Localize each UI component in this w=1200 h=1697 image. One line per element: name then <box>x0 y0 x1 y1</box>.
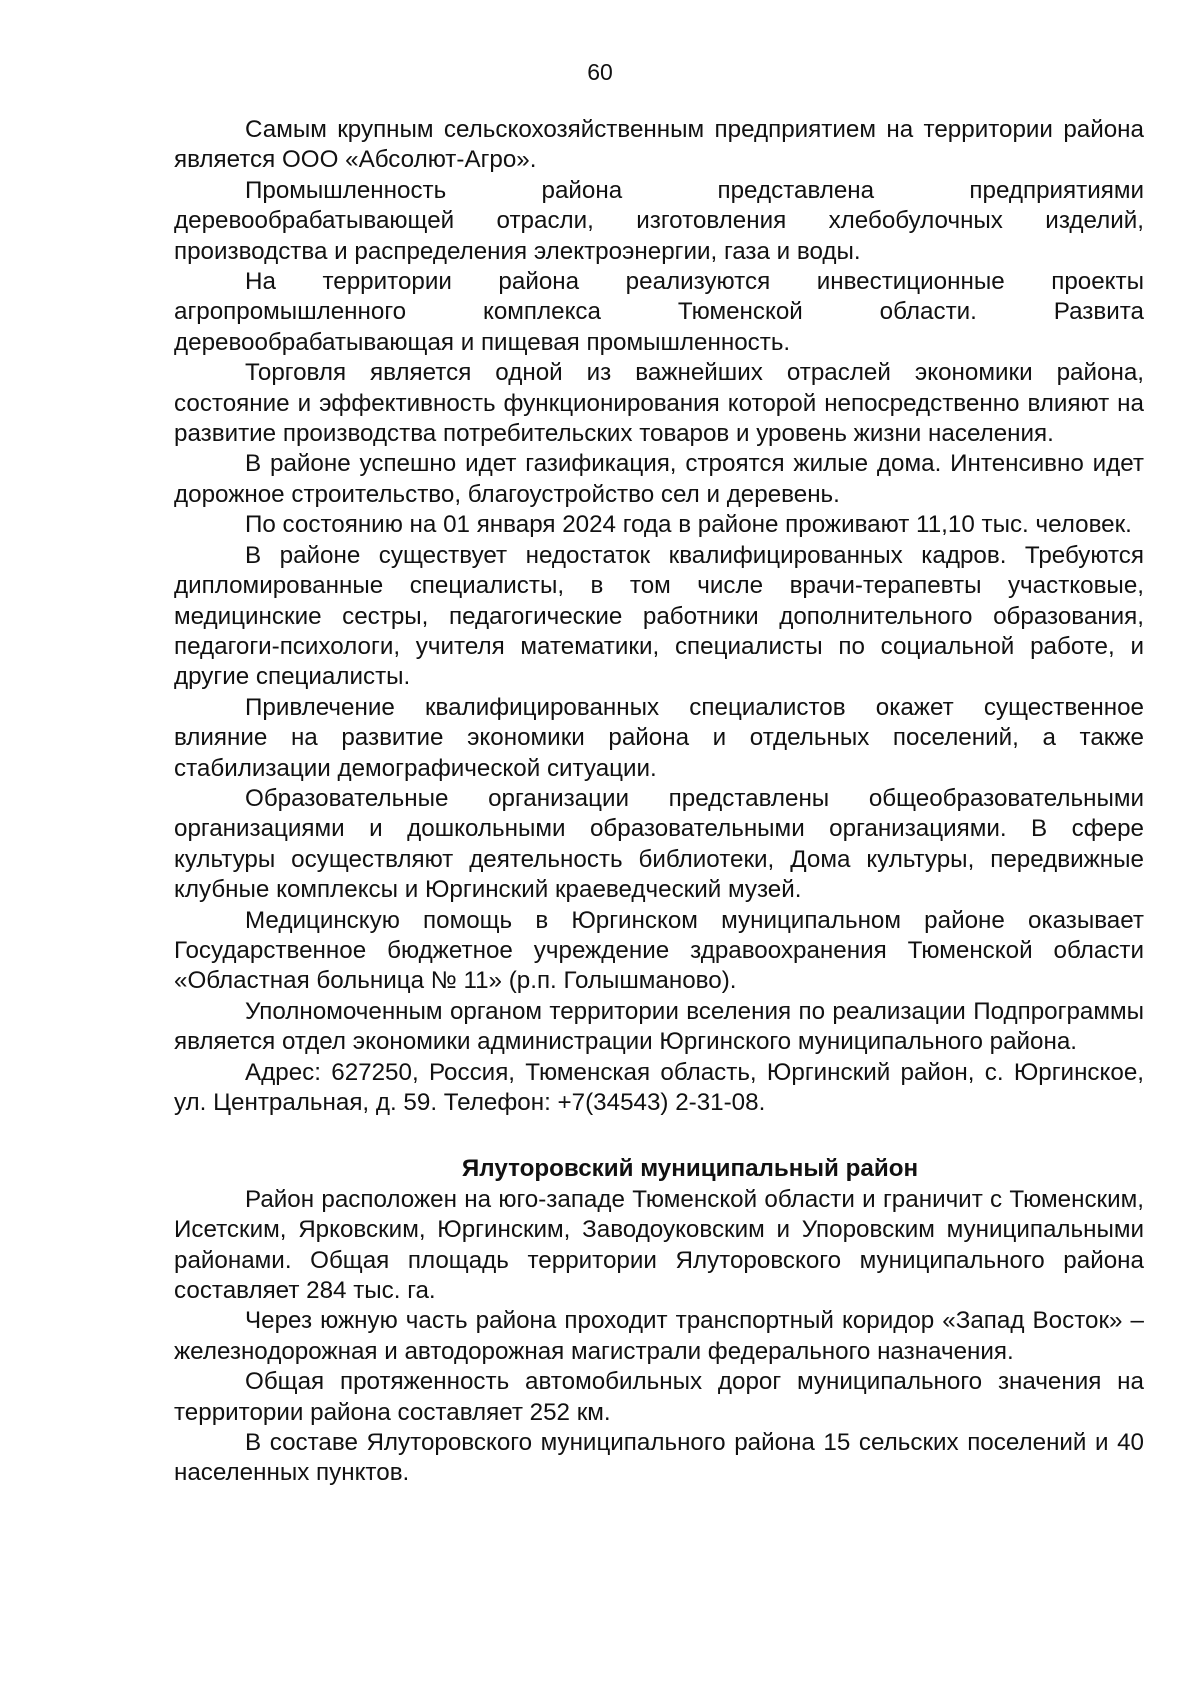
section-heading: Ялуторовский муниципальный район <box>461 1155 919 1183</box>
paragraph: Образовательные организации представлены общеобразовательными организациями и дошкольными образовательными организациями. В сфере культуры осуществляют деятельность библиотеки, Дома культуры, передвижные клубные комплексы и Юргинский краеведческий музей. <box>174 784 1144 904</box>
paragraph: Самым крупным сельскохозяйственным предприятием на территории района является ООО «Абсолют-Агро». <box>174 116 1144 174</box>
paragraph: Общая протяженность автомобильных дорог муниципального значения на территории района составляет 252 км. <box>174 1368 1144 1426</box>
paragraph: Привлечение квалифицированных специалистов окажет существенное влияние на развитие экономики района и отдельных поселений, а также стабилизации демографической ситуации. <box>174 693 1144 782</box>
paragraph: Медицинскую помощь в Юргинском муниципальном районе оказывает Государственное бюджетное учреждение здравоохранения Тюменской области «Областная больница № 11» (р.п. Голышманово). <box>174 906 1144 995</box>
paragraph: По состоянию на 01 января 2024 года в районе проживают 11,10 тыс. человек. <box>245 511 1132 539</box>
paragraph: Торговля является одной из важнейших отраслей экономики района, состояние и эффективность функционирования которой непосредственно влияют на развитие производства потребительских товаров и уровень жизни населения. <box>174 359 1144 448</box>
paragraph: В районе существует недостаток квалифицированных кадров. Требуются дипломированные специалисты, в том числе врачи-терапевты участковые, медицинские сестры, педагогические работники дополнительного образования, педагоги-психологи, учителя математики, специалисты по социальной работе, и другие специалисты. <box>174 541 1144 691</box>
paragraph: Район расположен на юго-западе Тюменской области и граничит с Тюменским, Исетским, Ярковским, Юргинским, Заводоуковским и Упоровским муниципальными районами. Общая площадь территории Ялуторовского муниципального района составляет 284 тыс. га. <box>174 1185 1144 1305</box>
page-number: 60 <box>587 59 613 85</box>
paragraph: В районе успешно идет газификация, строятся жилые дома. Интенсивно идет дорожное строительство, благоустройство сел и деревень. <box>174 450 1144 508</box>
paragraph: Промышленность района представлена предприятиями деревообрабатывающей отрасли, изготовления хлебобулочных изделий, производства и распределения электроэнергии, газа и воды. <box>174 176 1144 265</box>
paragraph: На территории района реализуются инвестиционные проекты агропромышленного комплекса Тюменской области. Развита деревообрабатывающая и пищевая промышленность. <box>174 268 1144 356</box>
page-body <box>174 115 1144 1489</box>
paragraph: Через южную часть района проходит транспортный коридор «Запад Восток» – железнодорожная и автодорожная магистрали федерального назначения. <box>174 1307 1144 1365</box>
paragraph: Уполномоченным органом территории вселения по реализации Подпрограммы является отдел экономики администрации Юргинского муниципального района. <box>174 997 1144 1056</box>
paragraph: Адрес: 627250, Россия, Тюменская область, Юргинский район, с. Юргинское, ул. Центральная, д. 59. Телефон: +7(34543) 2-31-08. <box>174 1058 1144 1116</box>
paragraph: В составе Ялуторовского муниципального района 15 сельских поселений и 40 населенных пунктов. <box>174 1429 1144 1487</box>
